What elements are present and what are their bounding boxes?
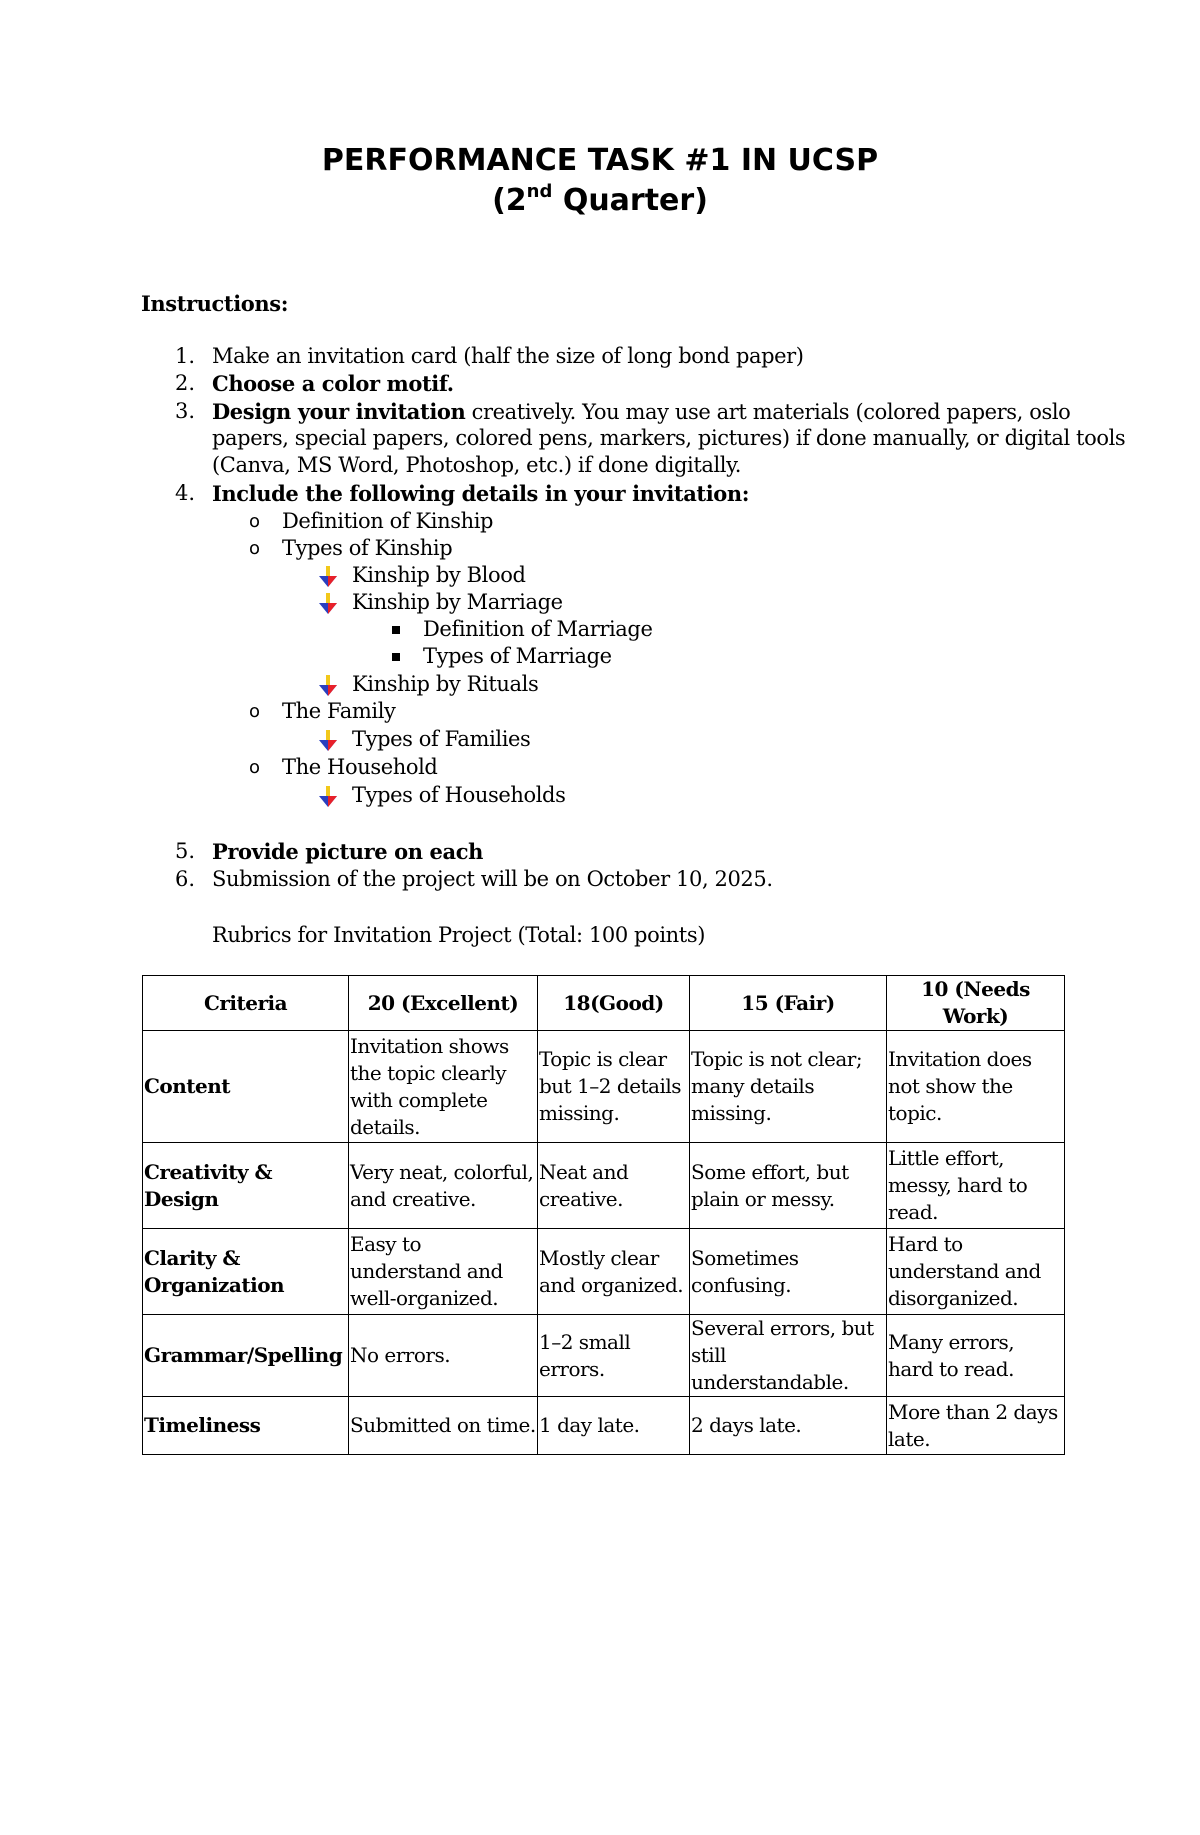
document-subtitle	[0, 181, 1200, 221]
instruction-rest: creatively. You may use art materials (colored papers, oslo	[465, 400, 1071, 424]
table-cell: Some effort, but plain or messy.	[690, 1143, 887, 1229]
table-cell: Submitted on time.	[349, 1397, 538, 1455]
column-header: 10 (Needs Work)	[887, 976, 1065, 1031]
table-cell: Little effort, messy, hard to read.	[887, 1143, 1065, 1229]
item-number: 3.	[174, 399, 195, 423]
arrow-down-bullet-icon	[318, 675, 338, 697]
detail-item: Types of Kinship	[282, 536, 453, 560]
detail-subitem: Types of Families	[352, 727, 531, 751]
criteria-cell: Grammar/Spelling	[143, 1315, 349, 1397]
table-cell: Hard to understand and disorganized.	[887, 1229, 1065, 1315]
instruction-item	[212, 398, 1070, 426]
table-row	[143, 1397, 1065, 1455]
instructions-label: Instructions:	[141, 291, 289, 316]
table-cell: Many errors, hard to read.	[887, 1315, 1065, 1397]
table-header-row	[143, 976, 1065, 1031]
rubrics-caption: Rubrics for Invitation Project (Total: 100 points)	[212, 923, 705, 947]
detail-subitem: Kinship by Blood	[352, 563, 526, 587]
table-cell: Neat and creative.	[538, 1143, 690, 1229]
detail-subitem: Kinship by Marriage	[352, 590, 563, 614]
table-cell: Invitation does not show the topic.	[887, 1031, 1065, 1143]
circle-bullet-icon: o	[249, 538, 261, 559]
detail-subsubitem: Definition of Marriage	[423, 617, 653, 641]
table-cell: Topic is clear but 1–2 details missing.	[538, 1031, 690, 1143]
column-header: Criteria	[143, 976, 349, 1031]
circle-bullet-icon: o	[249, 701, 261, 722]
instruction-item: Include the following details in your invitation:	[212, 481, 750, 506]
instruction-item: Provide picture on each	[212, 839, 483, 864]
table-row	[143, 1315, 1065, 1397]
criteria-cell: Content	[143, 1031, 349, 1143]
instruction-bold-part: Design your invitation	[212, 399, 466, 424]
table-cell: Easy to understand and well-organized.	[349, 1229, 538, 1315]
subtitle-superscript: nd	[526, 181, 553, 202]
instruction-continuation: papers, special papers, colored pens, markers, pictures) if done manually, or digital tools	[212, 426, 1126, 450]
table-cell: Very neat, colorful, and creative.	[349, 1143, 538, 1229]
square-bullet-icon	[392, 653, 400, 661]
arrow-down-bullet-icon	[318, 566, 338, 588]
table-cell: No errors.	[349, 1315, 538, 1397]
table-cell: Topic is not clear; many details missing.	[690, 1031, 887, 1143]
detail-item: The Household	[282, 755, 438, 779]
instruction-continuation: (Canva, MS Word, Photoshop, etc.) if done digitally.	[212, 453, 742, 477]
table-row	[143, 1143, 1065, 1229]
detail-subsubitem: Types of Marriage	[423, 644, 612, 668]
table-cell: Invitation shows the topic clearly with complete details.	[349, 1031, 538, 1143]
table-cell: Sometimes confusing.	[690, 1229, 887, 1315]
table-cell: 1 day late.	[538, 1397, 690, 1455]
item-number: 1.	[174, 344, 195, 368]
subtitle-part: Quarter)	[552, 183, 708, 218]
circle-bullet-icon: o	[249, 511, 261, 532]
table-cell: Mostly clear and organized.	[538, 1229, 690, 1315]
arrow-down-bullet-icon	[318, 730, 338, 752]
arrow-down-bullet-icon	[318, 593, 338, 615]
arrow-down-bullet-icon	[318, 786, 338, 808]
detail-item: Definition of Kinship	[282, 509, 494, 533]
table-cell: More than 2 days late.	[887, 1397, 1065, 1455]
detail-item: The Family	[282, 699, 396, 723]
item-number: 5.	[174, 839, 195, 863]
detail-subitem: Kinship by Rituals	[352, 672, 539, 696]
document-title: PERFORMANCE TASK #1 IN UCSP	[321, 143, 879, 178]
table-row	[143, 1031, 1065, 1143]
rubric-table	[142, 975, 1065, 1455]
criteria-cell: Clarity & Organization	[143, 1229, 349, 1315]
instruction-item: Make an invitation card (half the size of long bond paper)	[212, 344, 804, 368]
item-number: 6.	[174, 867, 195, 891]
subtitle-part: (2	[492, 183, 527, 218]
table-cell: 2 days late.	[690, 1397, 887, 1455]
criteria-cell: Creativity & Design	[143, 1143, 349, 1229]
instruction-item: Submission of the project will be on October 10, 2025.	[212, 867, 773, 891]
table-cell: Several errors, but still understandable.	[690, 1315, 887, 1397]
circle-bullet-icon: o	[249, 757, 261, 778]
criteria-cell: Timeliness	[143, 1397, 349, 1455]
square-bullet-icon	[392, 626, 400, 634]
item-number: 4.	[174, 481, 195, 505]
table-row	[143, 1229, 1065, 1315]
instruction-item: Choose a color motif.	[212, 371, 454, 396]
column-header: 20 (Excellent)	[349, 976, 538, 1031]
column-header: 15 (Fair)	[690, 976, 887, 1031]
table-cell: 1–2 small errors.	[538, 1315, 690, 1397]
item-number: 2.	[174, 371, 195, 395]
detail-subitem: Types of Households	[352, 783, 566, 807]
column-header: 18(Good)	[538, 976, 690, 1031]
